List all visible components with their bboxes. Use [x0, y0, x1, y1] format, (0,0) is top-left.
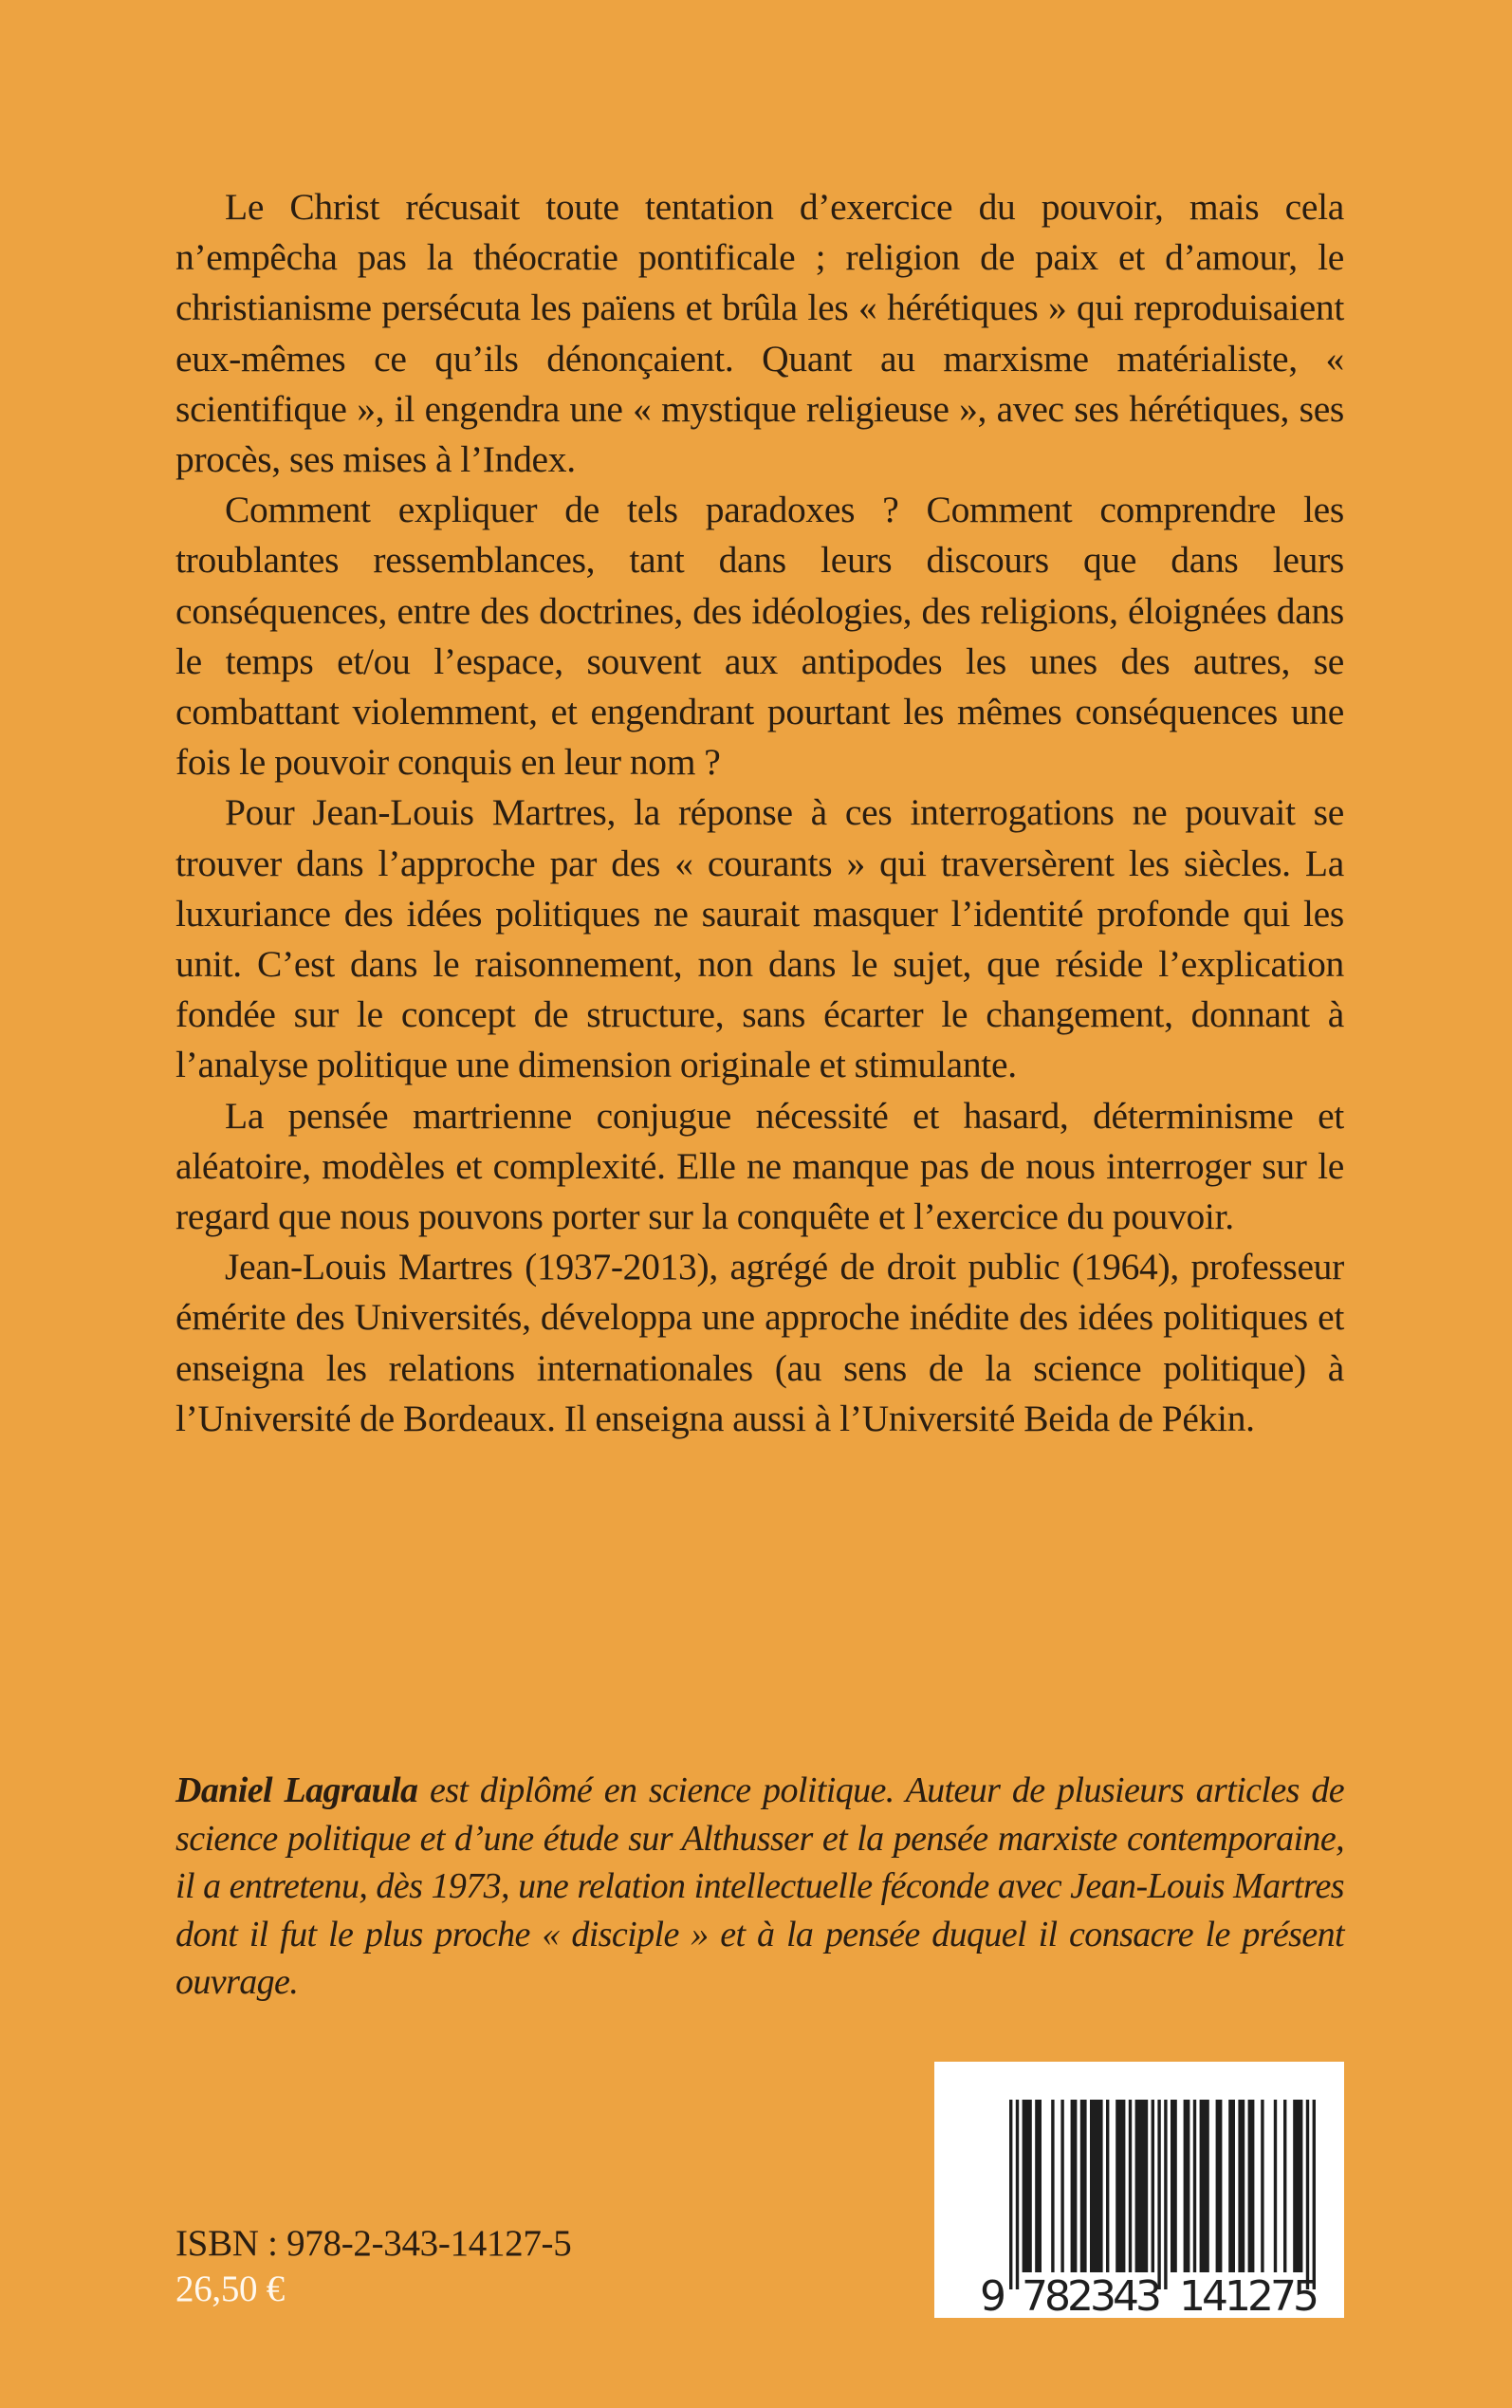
barcode-bar [1293, 2100, 1302, 2272]
blurb-paragraph-2: Comment expliquer de tels paradoxes ? Comment comprendre les troublantes ressemblances, tant dans leurs discours que dans leurs conséquences, entre des doctrines, des idéologies, des religions, éloignées dans le temps et/ou l’espace, souvent aux antipodes les unes des autres, se combattant violemment, et engendrant pourtant les mêmes conséquences une fois le pouvoir conquis en leur nom ? [175, 489, 1344, 784]
barcode-guard-bar [1164, 2100, 1167, 2289]
barcode-bar [1152, 2100, 1154, 2272]
barcode [934, 2062, 1344, 2318]
author-bio [175, 1767, 1344, 2007]
barcode-bar [1261, 2100, 1263, 2272]
author-bio-paragraph [175, 1767, 1344, 2007]
blurb-paragraph-3: Pour Jean-Louis Martres, la réponse à ces interrogations ne pouvait se trouver dans l’approche par des « courants » qui traversèrent les siècles. La luxuriance des idées politiques ne saurait masquer l’identité profonde qui les unit. C’est dans le raisonnement, non dans le sujet, que réside l’explication fondée sur le concept de structure, sans écarter le changement, donnant à l’analyse politique une dimension originale et stimulante. [175, 791, 1344, 1086]
barcode-bar [1106, 2100, 1109, 2272]
barcode-digits [980, 2272, 1319, 2318]
barcode-bar [1283, 2100, 1286, 2272]
isbn-label: ISBN : 978-2-343-14127-5 [175, 2223, 572, 2264]
author-name: Daniel Lagraula [175, 1770, 418, 1810]
barcode-bar [1060, 2100, 1063, 2272]
blurb-paragraph-1: Le Christ récusait toute tentation d’exercice du pouvoir, mais cela n’empêcha pas la théocratie pontificale ; religion de paix et d’amour, le christianisme persécuta les païens et brûla les « hérétiques » qui reproduisaient eux-mêmes ce qu’ils dénonçaient. Quant au marxisme matérialiste, « scientifique », il engendra une « mystique religieuse », avec ses hérétiques, ses procès, ses mises à l’Index. [175, 186, 1344, 481]
barcode-bar [1129, 2100, 1132, 2272]
barcode-bar [1228, 2100, 1235, 2272]
barcode-bar [1200, 2100, 1209, 2272]
barcode-guard-bar [1157, 2100, 1160, 2289]
price-label: 26,50 € [175, 2269, 285, 2309]
barcode-bar [1171, 2100, 1177, 2272]
barcode-bar [1116, 2100, 1125, 2272]
barcode-right-group: 141275 [1179, 2272, 1319, 2318]
barcode-bars [1009, 2100, 1316, 2289]
barcode-graphic [934, 2062, 1344, 2318]
barcode-left-group: 782343 [1022, 2272, 1162, 2318]
barcode-bar [1135, 2100, 1149, 2272]
blurb-text [175, 182, 1344, 1444]
barcode-bar [1051, 2100, 1054, 2272]
barcode-bar [1184, 2100, 1190, 2272]
barcode-guard-bar [1313, 2100, 1316, 2289]
barcode-guard-bar [1306, 2100, 1309, 2289]
barcode-bar [1071, 2100, 1078, 2272]
blurb-paragraph-5: Jean-Louis Martres (1937-2013), agrégé de droit public (1964), professeur émérite des Universités, développa une approche inédite des idées politiques et enseigna les relations internationales (au sens de la science politique) à l’Université de Bordeaux. Il enseigna aussi à l’Université Beida de Pékin. [175, 1246, 1344, 1439]
barcode-bar [1080, 2100, 1087, 2272]
barcode-bar [1216, 2100, 1223, 2272]
blurb-paragraph-4: La pensée martrienne conjugue nécessité et hasard, déterminisme et aléatoire, modèles et complexité. Elle ne manque pas de nous interroger sur le regard que nous pouvons porter sur la conquête et l’exercice du pouvoir. [175, 1094, 1344, 1238]
barcode-bar [1090, 2100, 1103, 2272]
barcode-bar [1193, 2100, 1196, 2272]
barcode-bar [1035, 2100, 1042, 2272]
barcode-bar [1274, 2100, 1277, 2272]
barcode-guard-bar [1009, 2100, 1012, 2289]
barcode-guard-bar [1016, 2100, 1019, 2289]
barcode-bar [1238, 2100, 1245, 2272]
author-bio-text: est diplômé en science politique. Auteur de plusieurs articles de science politique et d’une étude sur Althusser et la pensée marxiste contemporaine, il a entretenu, dès 1973, une relation intellectuelle féconde avec Jean-Louis Martres dont il fut le plus proche « disciple » et à la pensée duquel il consacre le présent ouvrage. [175, 1770, 1344, 2002]
barcode-bar [1248, 2100, 1255, 2272]
barcode-bar [1023, 2100, 1032, 2272]
barcode-first-digit: 9 [980, 2272, 1006, 2318]
